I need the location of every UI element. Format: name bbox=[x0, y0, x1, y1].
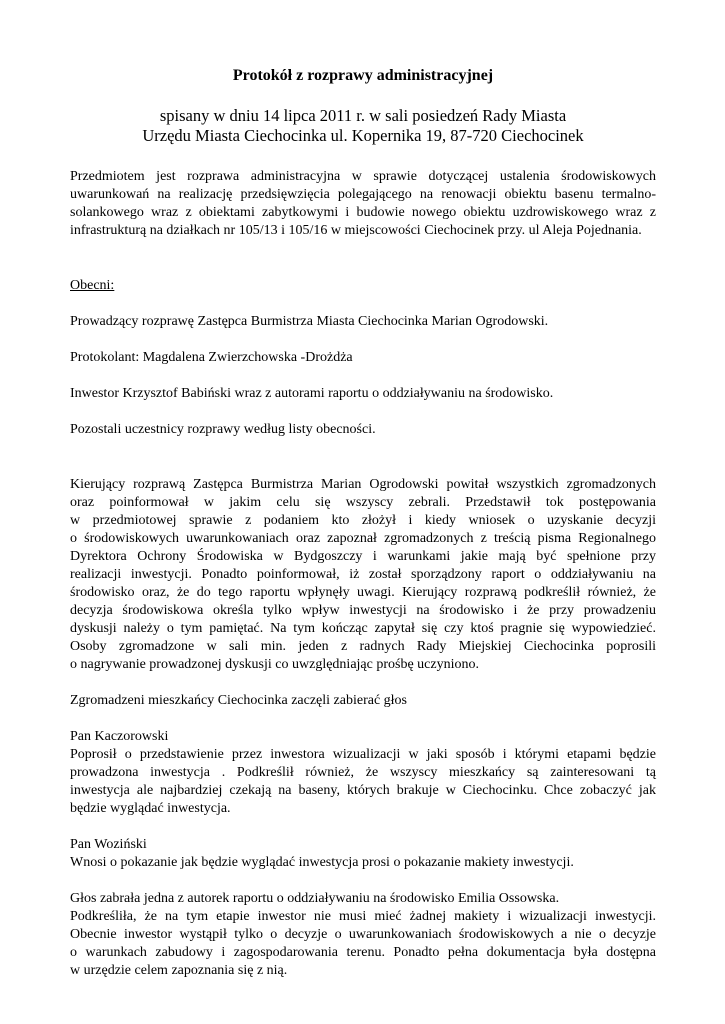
speaker2-name: Pan Woziński bbox=[70, 837, 147, 852]
author-line: o warunkach zabudowy i zagospodarowania terenu. Ponadto pełna dokumentacja była dostępna bbox=[70, 945, 656, 960]
main-line: Kierujący rozprawą Zastępca Burmistrza Marian Ogrodowski powitał wszystkich zgromadzonych bbox=[70, 477, 656, 492]
present-heading: Obecni: bbox=[70, 278, 115, 293]
subtitle-line-2: Urzędu Miasta Ciechocinka ul. Kopernika 19, 87-720 Ciechocinek bbox=[142, 126, 584, 145]
main-line: Dyrektora Ochrony Środowiska w Bydgoszczy i warunkami jakie mają być spełnione przy bbox=[70, 549, 656, 564]
residents-line: Zgromadzeni mieszkańcy Ciechocinka zaczęli zabierać głos bbox=[70, 693, 407, 708]
main-line: Osoby zgromadzone w sali min. jeden z radnych Rady Miejskiej Ciechocinka poprosili bbox=[70, 639, 656, 654]
main-line: o środowiskowych uwarunkowaniach oraz zapoznał zgromadzonych z treścią pisma Regionalnego bbox=[70, 531, 656, 546]
speaker1-line: prowadzona inwestycja . Podkreślił również, że wszyscy mieszkańcy są zainteresowani tą bbox=[70, 765, 656, 780]
main-line: o nagrywanie prowadzonej dyskusji co uwzględniając prośbę uczyniono. bbox=[70, 657, 479, 672]
main-line: realizacji inwestycji. Ponadto poinformował, iż został sporządzony raport o oddziaływaniu na bbox=[70, 567, 656, 582]
document-subtitle bbox=[70, 106, 656, 146]
present-chair: Prowadzący rozprawę Zastępca Burmistrza Miasta Ciechocinka Marian Ogrodowski. bbox=[70, 314, 549, 329]
main-line: dyskusji należy o tym pamiętać. Na tym kończąc zapytał się czy ktoś pragnie się wypowiedzieć. bbox=[70, 621, 656, 636]
main-paragraph bbox=[70, 476, 656, 674]
speaker1-line: inwestycja ale najbardziej czekają na baseny, których brakuje w Ciechocinku. Chce zobaczyć jak bbox=[70, 783, 656, 798]
author-intro: Głos zabrała jedna z autorek raportu o oddziaływaniu na środowisko Emilia Ossowska. bbox=[70, 891, 560, 906]
speaker1-paragraph bbox=[70, 746, 656, 818]
main-line: oraz poinformował w jakim celu się wszyscy zebrali. Przedstawił tok postępowania bbox=[70, 495, 656, 510]
present-others: Pozostali uczestnicy rozprawy według listy obecności. bbox=[70, 422, 376, 437]
speaker1-name: Pan Kaczorowski bbox=[70, 729, 169, 744]
main-line: środowisko oraz, że do tego raportu wpłynęły uwagi. Kierujący rozprawą podkreślił również, że bbox=[70, 585, 656, 600]
speaker1-line: będzie wyglądać inwestycja. bbox=[70, 801, 231, 816]
present-investor: Inwestor Krzysztof Babiński wraz z autorami raportu o oddziaływaniu na środowisko. bbox=[70, 386, 554, 401]
author-line: Obecnie inwestor wystąpił tylko o decyzje o uwarunkowaniach środowiskowych a nie o decyzje bbox=[70, 927, 656, 942]
main-line: decyzja środowiskowa określa tylko wpływ inwestycji na środowisko i że przy prowadzeniu bbox=[70, 603, 656, 618]
author-line: Podkreśliła, że na tym etapie inwestor nie musi mieć żadnej makiety i wizualizacji inwestycji. bbox=[70, 909, 656, 924]
present-recorder: Protokolant: Magdalena Zwierzchowska -Drożdża bbox=[70, 350, 353, 365]
document-title: Protokół z rozprawy administracyjnej bbox=[232, 67, 494, 84]
main-line: w przedmiotowej sprawie z podaniem kto złożył i kiedy wniosek o uzyskanie decyzji bbox=[70, 513, 656, 528]
speaker2-text: Wnosi o pokazanie jak będzie wyglądać inwestycja prosi o pokazanie makiety inwestycji. bbox=[70, 855, 574, 870]
author-line: w urzędzie celem zapoznania się z nią. bbox=[70, 963, 288, 978]
intro-paragraph: Przedmiotem jest rozprawa administracyjna w sprawie dotyczącej ustalenia środowiskowych uwarunkowań na realizację przedsięwzięcia polegającego na renowacji obiektu basenu termalno-solankowego wraz z obiektami zabytkowymi i budowie nowego obiektu uzdrowiskowego wraz z infrastrukturą na działkach nr 105/13 i 105/16 w miejscowości Ciechocinek przy. ul Aleja Pojednania. bbox=[70, 169, 656, 238]
document-page bbox=[70, 66, 656, 980]
subtitle-line-1: spisany w dniu 14 lipca 2011 r. w sali posiedzeń Rady Miasta bbox=[159, 106, 567, 125]
speaker1-line: Poprosił o przedstawienie przez inwestora wizualizacji w jaki sposób i którymi etapami będzie bbox=[70, 747, 656, 762]
author-paragraph bbox=[70, 908, 656, 980]
